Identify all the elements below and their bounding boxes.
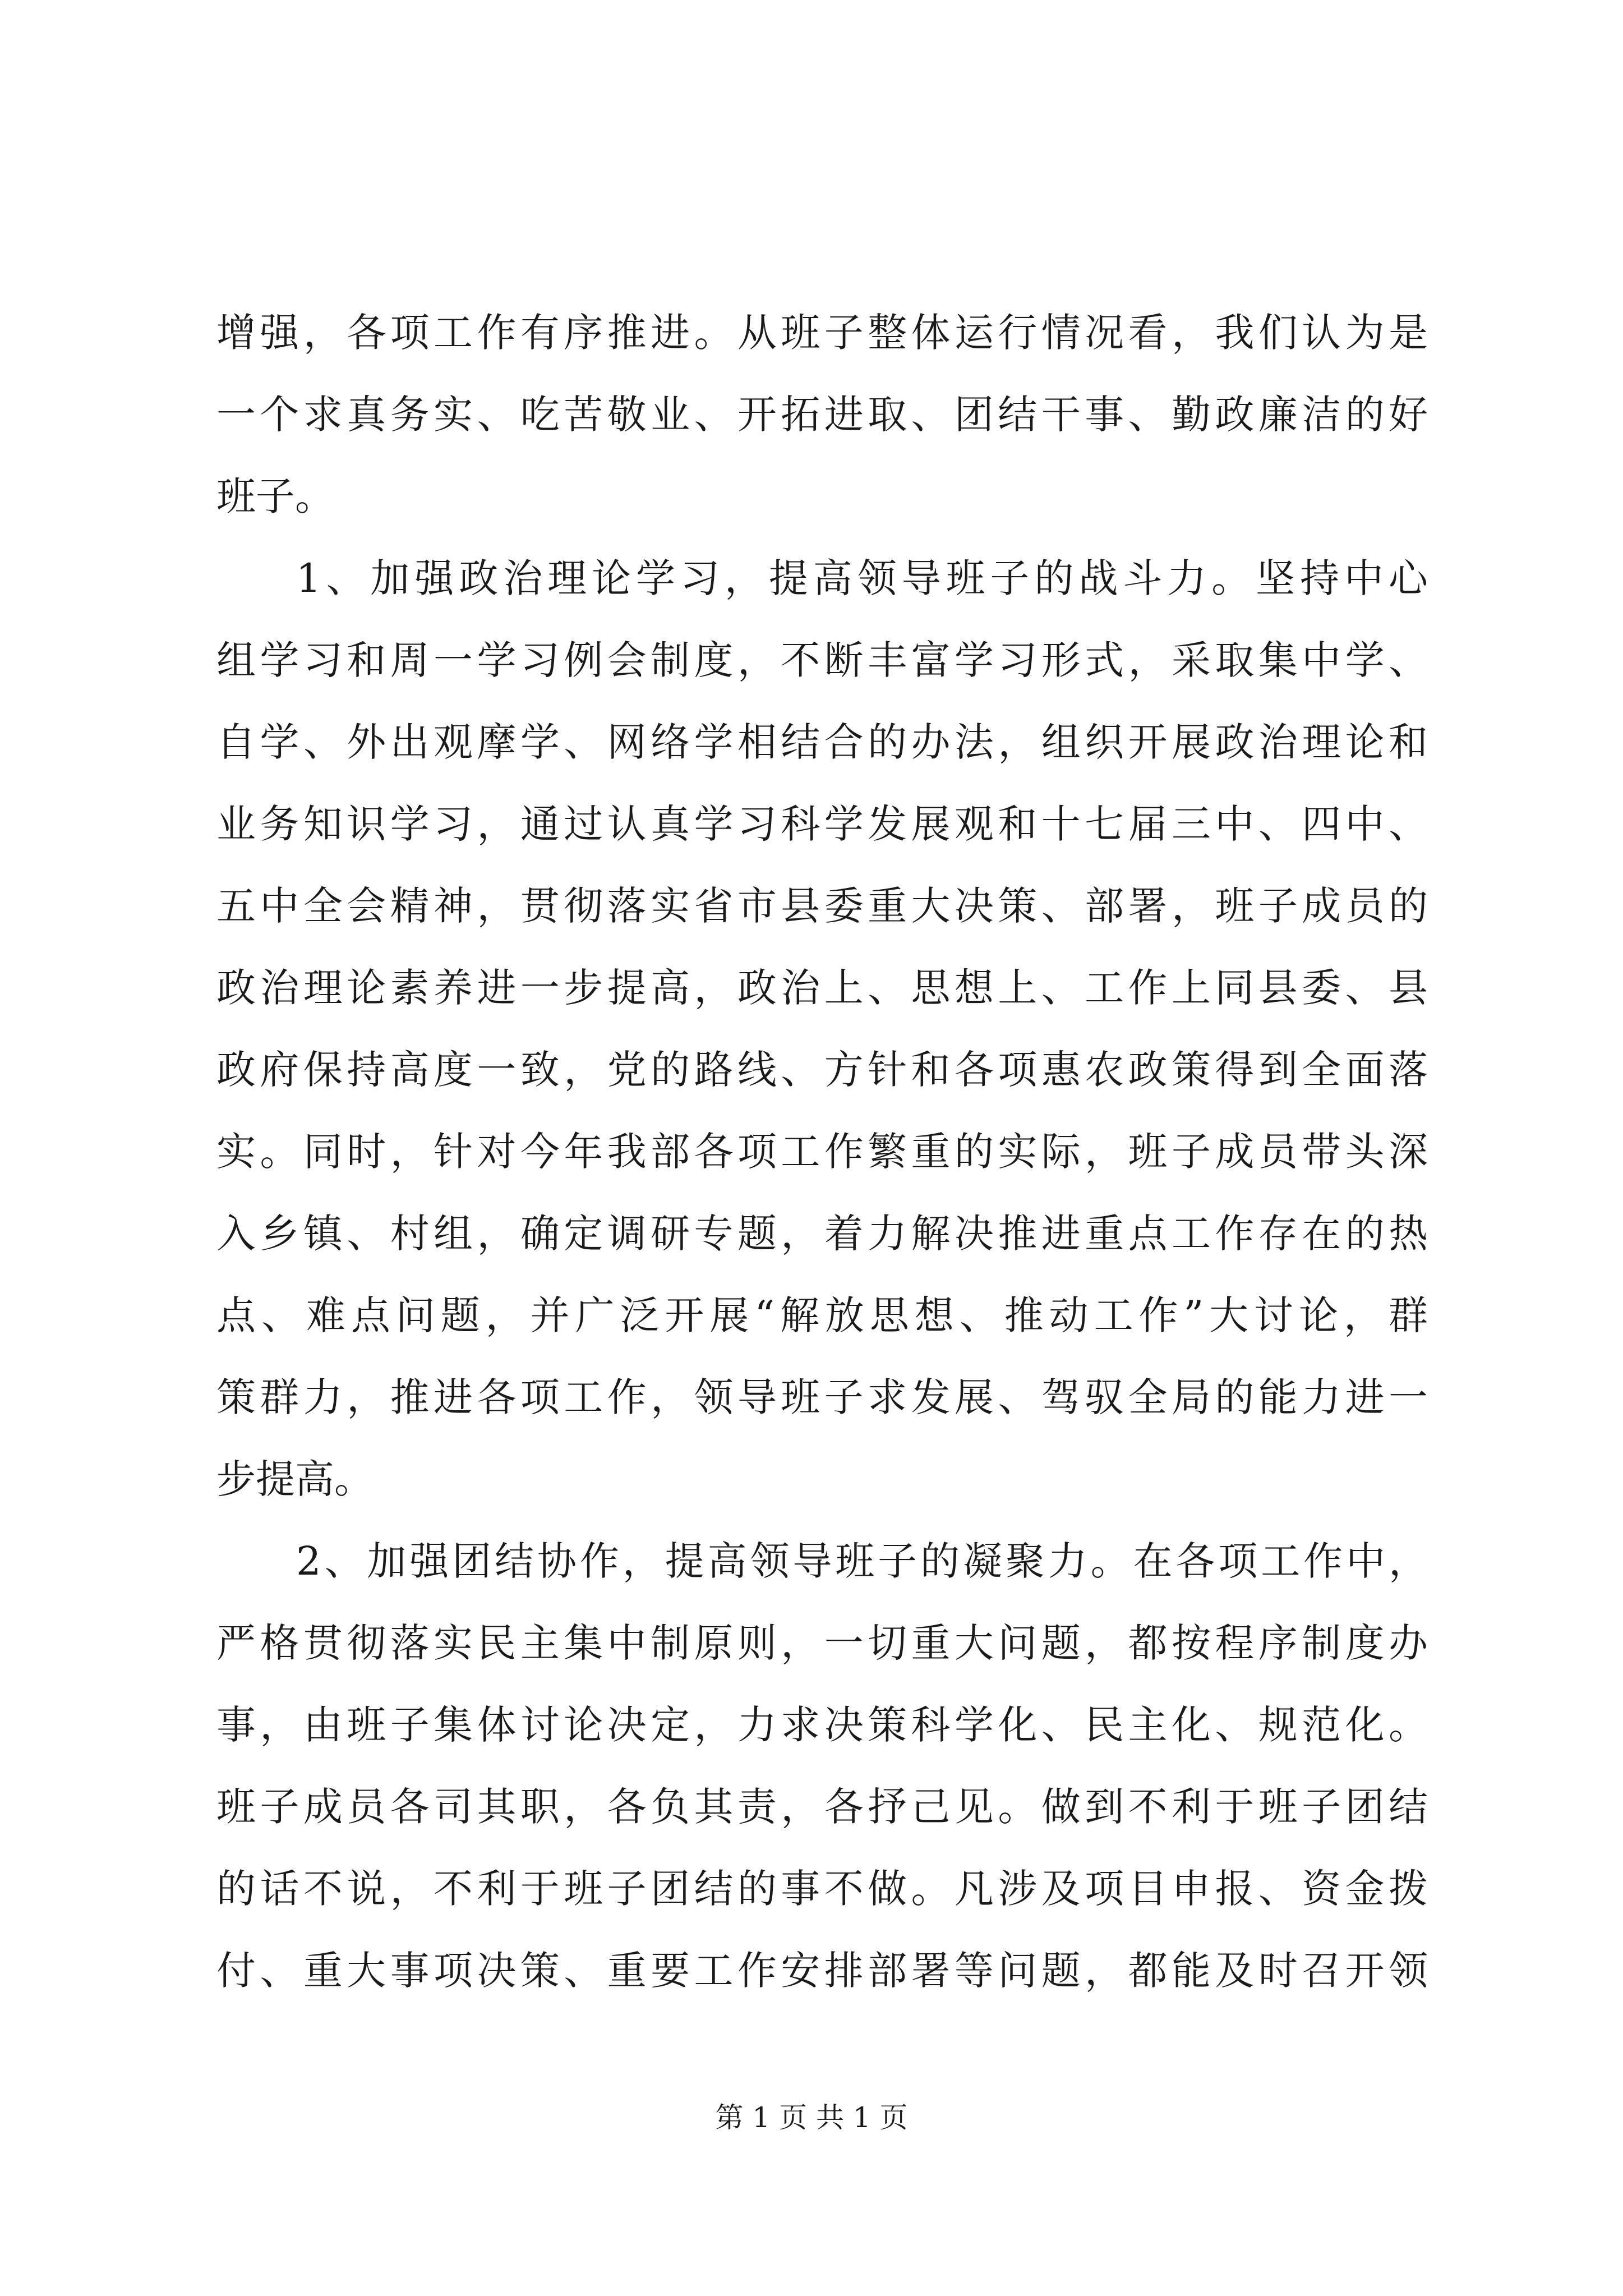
body-line: 实。同时，针对今年我部各项工作繁重的实际，班子成员带头深 xyxy=(216,1129,1428,1175)
body-line: 业务知识学习，通过认真学习科学发展观和十七届三中、四中、 xyxy=(216,801,1428,847)
page-number-footer: 第 1 页 共 1 页 xyxy=(715,2101,908,2134)
body-line: 入乡镇、村组，确定调研专题，着力解决推进重点工作存在的热 xyxy=(216,1211,1428,1257)
body-line: 自学、外出观摩学、网络学相结合的办法，组织开展政治理论和 xyxy=(216,719,1428,765)
body-line: 组学习和周一学习例会制度，不断丰富学习形式，采取集中学、 xyxy=(216,637,1428,683)
body-line: 班子。 xyxy=(216,473,334,519)
body-line: 点、难点问题，并广泛开展“解放思想、推动工作”大讨论，群 xyxy=(216,1292,1428,1338)
body-line: 五中全会精神，贯彻落实省市县委重大决策、部署，班子成员的 xyxy=(216,883,1428,929)
body-line: 增强，各项工作有序推进。从班子整体运行情况看，我们认为是 xyxy=(216,310,1428,356)
body-line: 政府保持高度一致，党的路线、方针和各项惠农政策得到全面落 xyxy=(216,1047,1428,1093)
body-line: 付、重大事项决策、重要工作安排部署等问题，都能及时召开领 xyxy=(216,1948,1428,1994)
body-line: 一个求真务实、吃苦敬业、开拓进取、团结干事、勤政廉洁的好 xyxy=(216,392,1428,438)
body-line: 步提高。 xyxy=(216,1456,374,1502)
body-line: 严格贯彻落实民主集中制原则，一切重大问题，都按程序制度办 xyxy=(216,1620,1428,1666)
body-line: 班子成员各司其职，各负其责，各抒己见。做到不利于班子团结 xyxy=(216,1784,1428,1830)
body-line: 政治理论素养进一步提高，政治上、思想上、工作上同县委、县 xyxy=(216,965,1428,1011)
body-line: 策群力，推进各项工作，领导班子求发展、驾驭全局的能力进一 xyxy=(216,1374,1428,1420)
paragraph-2-first-line: 2、加强团结协作，提高领导班子的凝聚力。在各项工作中， xyxy=(296,1538,1428,1584)
body-line: 事，由班子集体讨论决定，力求决策科学化、民主化、规范化。 xyxy=(216,1702,1428,1748)
paragraph-1-first-line: 1、加强政治理论学习，提高领导班子的战斗力。坚持中心 xyxy=(296,555,1428,601)
document-body xyxy=(216,292,1428,2012)
body-line: 的话不说，不利于班子团结的事不做。凡涉及项目申报、资金拨 xyxy=(216,1866,1428,1912)
